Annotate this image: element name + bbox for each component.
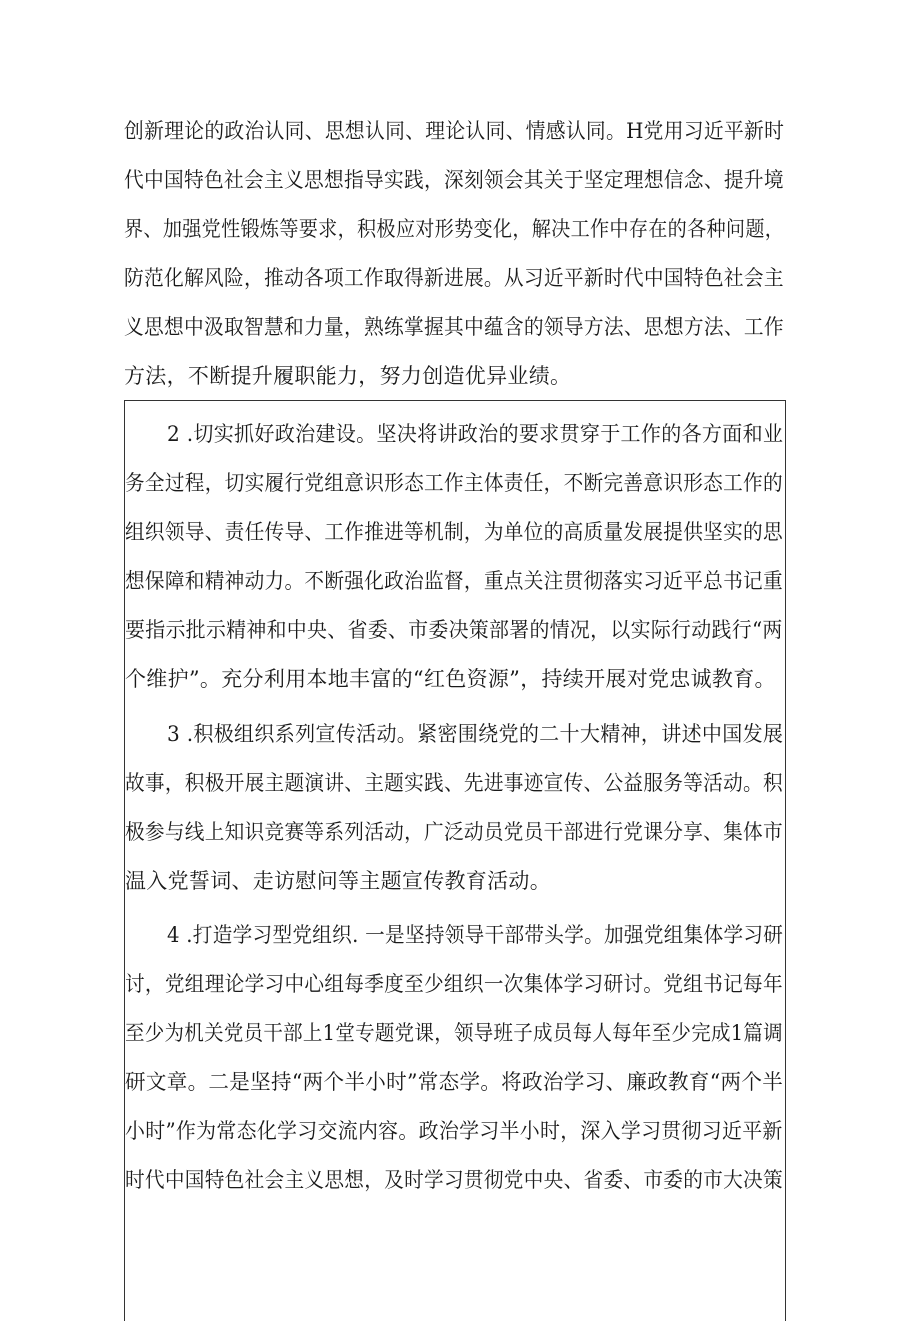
section-2-line-5: 要指示批示精神和中央、省委、市委决策部署的情况，以实际行动践行“两 [125, 618, 783, 642]
section-2-line-2: 务全过程，切实履行党组意识形态工作主体责任，不断完善意识形态工作的 [125, 471, 783, 495]
intro-line-3: 界、加强党性锻炼等要求，积极应对形势变化，解决工作中存在的各种问题， [124, 217, 785, 241]
section-2-line-3: 组织领导、责任传导、工作推进等机制，为单位的高质量发展提供坚实的思 [125, 520, 783, 544]
intro-line-6: 方法，不断提升履职能力，努力创造优异业绩。 [124, 364, 572, 388]
section-2-line-1: 2 .切实抓好政治建设。坚决将讲政治的要求贯穿于工作的各方面和业 [167, 422, 784, 446]
section-4-line-5: 小时”作为常态化学习交流内容。政治学习半小时，深入学习贯彻习近平新 [125, 1119, 783, 1143]
intro-line-5: 义思想中汲取智慧和力量，熟练掌握其中蕴含的领导方法、思想方法、工作 [124, 315, 784, 339]
section-4-line-1: 4 .打造学习型党组织. 一是坚持领导干部带头学。加强党组集体学习研 [167, 923, 784, 947]
section-3-line-4: 温入党誓词、走访慰问等主题宣传教育活动。 [125, 869, 551, 893]
intro-line-4: 防范化解风险，推动各项工作取得新进展。从习近平新时代中国特色社会主 [124, 266, 784, 290]
section-3-line-3: 极参与线上知识竞赛等系列活动，广泛动员党员干部进行党课分享、集体市 [125, 820, 783, 844]
intro-line-1: 创新理论的政治认同、思想认同、理论认同、情感认同。H党用习近平新时 [124, 119, 785, 143]
section-4-line-6: 时代中国特色社会主义思想，及时学习贯彻党中央、省委、市委的市大决策 [125, 1168, 783, 1192]
section-3-line-2: 故事，积极开展主题演讲、主题实践、先进事迹宣传、公益服务等活动。积 [125, 771, 783, 795]
section-4-line-4: 研文章。二是坚持“两个半小时”常态学。将政治学习、廉政教育“两个半 [125, 1070, 784, 1094]
section-2-line-6: 个维护”。充分利用本地丰富的“红色资源”，持续开展对党忠诚教育。 [125, 667, 776, 691]
section-4-line-3: 至少为机关党员干部上1堂专题党课，领导班子成员每人每年至少完成1篇调 [125, 1021, 783, 1045]
section-4-line-2: 讨，党组理论学习中心组每季度至少组织一次集体学习研讨。党组书记每年 [125, 972, 783, 996]
section-3-line-1: 3 .积极组织系列宣传活动。紧密围绕党的二十大精神，讲述中国发展 [167, 722, 784, 746]
bordered-text-box [124, 400, 786, 1321]
intro-line-2: 代中国特色社会主义思想指导实践，深刻领会其关于坚定理想信念、提升境 [124, 168, 784, 192]
section-2-line-4: 想保障和精神动力。不断强化政治监督，重点关注贯彻落实习近平总书记重 [125, 569, 783, 593]
